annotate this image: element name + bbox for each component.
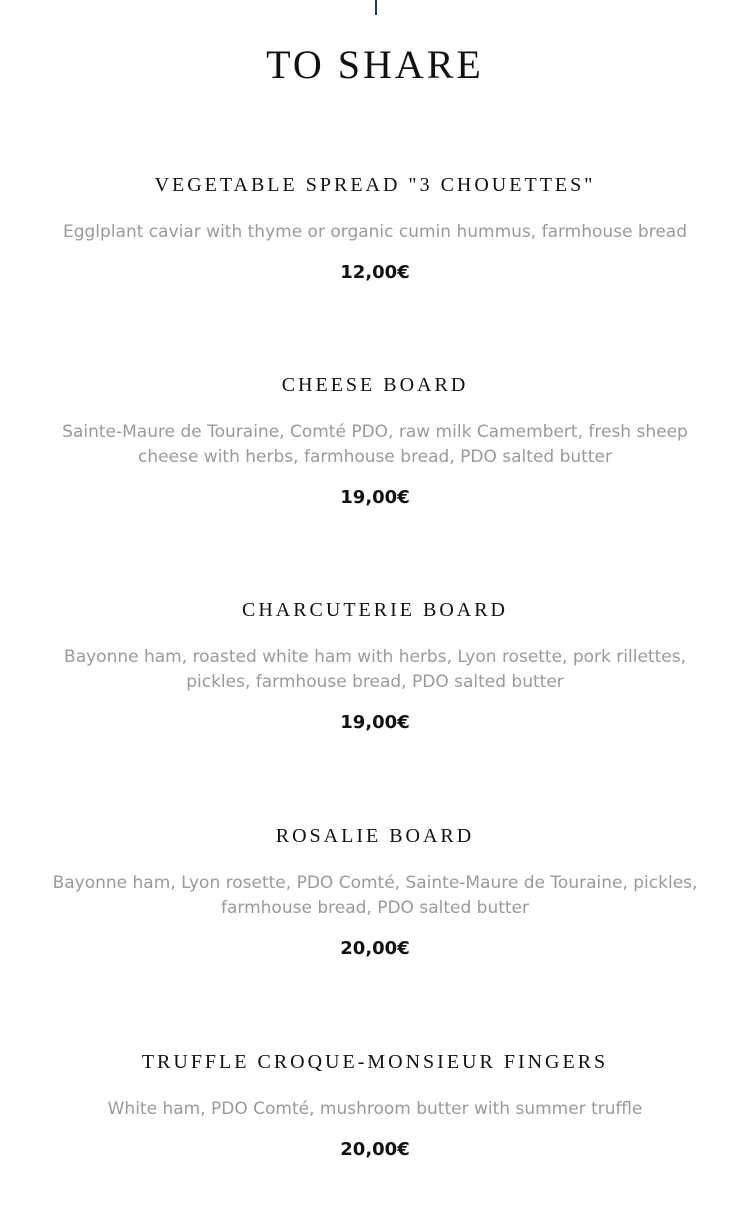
menu-item-description: Bayonne ham, roasted white ham with herbs, Lyon rosette, pork rillettes, pickles, farmhouse bread, PDO salted butter [64, 647, 686, 692]
menu-item-description: White ham, PDO Comté, mushroom butter with summer truffle [107, 1099, 643, 1119]
menu-item-description: Sainte-Maure de Touraine, Comté PDO, raw milk Camembert, fresh sheep cheese with herbs, farmhouse bread, PDO salted butter [62, 422, 688, 467]
menu-item [30, 372, 720, 511]
menu-item-price: 19,00€ [340, 712, 410, 733]
menu-item-name: VEGETABLE SPREAD "3 CHOUETTES" [154, 174, 596, 196]
menu-item-description: Egglplant caviar with thyme or organic cumin hummus, farmhouse bread [62, 222, 687, 242]
top-divider-line [375, 0, 377, 15]
menu-item-name: CHARCUTERIE BOARD [241, 599, 508, 621]
section-title: TO SHARE [266, 42, 484, 87]
menu-item-price: 12,00€ [340, 262, 410, 283]
menu-item-price: 19,00€ [340, 487, 410, 508]
menu-item [30, 1049, 720, 1163]
menu-item-price: 20,00€ [340, 1139, 410, 1160]
menu-item-description: Bayonne ham, Lyon rosette, PDO Comté, Sainte-Maure de Touraine, pickles, farmhouse bread, PDO salted butter [52, 873, 698, 918]
menu-item [30, 597, 720, 736]
menu-item-name: ROSALIE BOARD [275, 825, 475, 847]
menu-item [30, 823, 720, 962]
menu-item-name: TRUFFLE CROQUE-MONSIEUR FINGERS [141, 1051, 609, 1073]
menu-item [30, 172, 720, 286]
menu-item-name: CHEESE BOARD [281, 374, 469, 396]
menu-item-price: 20,00€ [340, 938, 410, 959]
